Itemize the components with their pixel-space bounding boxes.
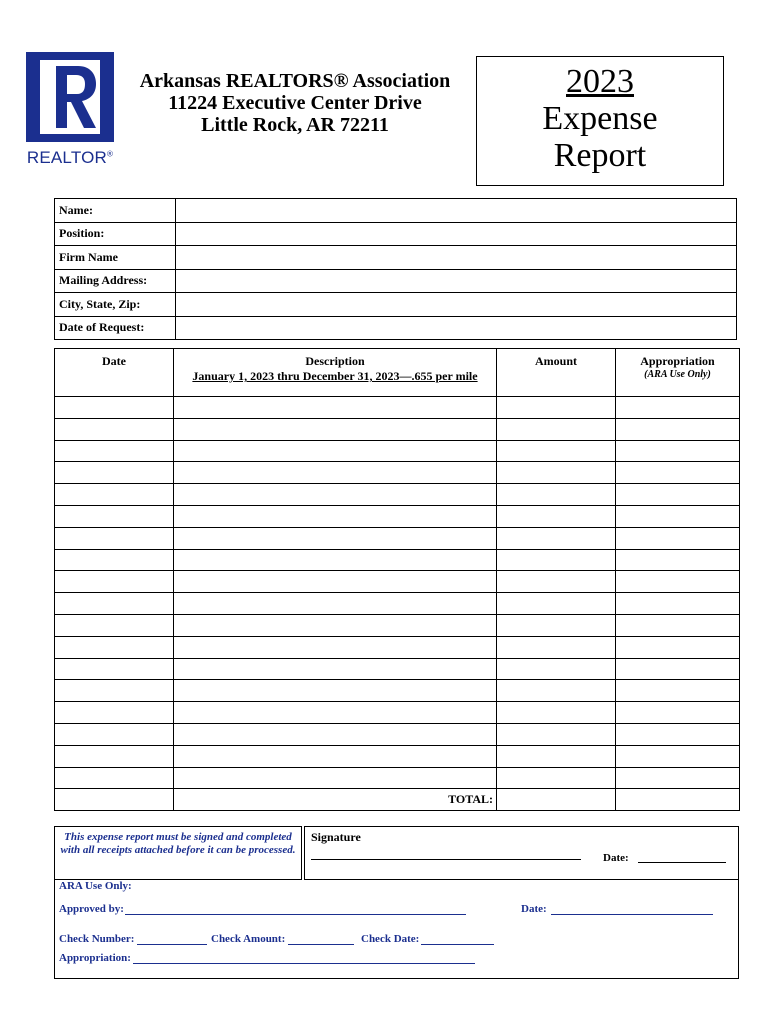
realtor-logo	[22, 52, 118, 170]
expense-amount-cell[interactable]	[497, 440, 616, 462]
expense-appropriation-cell[interactable]	[616, 745, 740, 767]
check-date-line[interactable]	[421, 944, 494, 945]
expense-appropriation-cell[interactable]	[616, 702, 740, 724]
name-field[interactable]	[176, 199, 737, 223]
expense-date-cell[interactable]	[55, 418, 174, 440]
org-name: Arkansas REALTORS® Association	[139, 70, 451, 92]
expense-amount-cell[interactable]	[497, 549, 616, 571]
expense-appropriation-cell[interactable]	[616, 484, 740, 506]
requester-info-table	[54, 198, 737, 340]
expense-row	[55, 527, 740, 549]
expense-amount-cell[interactable]	[497, 397, 616, 419]
report-year: 2023	[566, 63, 634, 100]
expense-date-cell[interactable]	[55, 702, 174, 724]
expense-row	[55, 614, 740, 636]
expense-description-cell[interactable]	[174, 658, 497, 680]
expense-description-cell[interactable]	[174, 614, 497, 636]
expense-amount-cell[interactable]	[497, 636, 616, 658]
expense-row	[55, 418, 740, 440]
firm-name-label: Firm Name	[55, 246, 176, 270]
total-spacer-cell	[55, 789, 174, 811]
appropriation-column-header: Appropriation (ARA Use Only)	[616, 349, 740, 397]
expense-description-cell[interactable]	[174, 418, 497, 440]
approved-by-line[interactable]	[125, 914, 466, 915]
info-row-name	[55, 199, 737, 223]
expense-description-cell[interactable]	[174, 702, 497, 724]
expense-appropriation-cell[interactable]	[616, 658, 740, 680]
total-label: TOTAL:	[174, 789, 497, 811]
info-row-date	[55, 316, 737, 340]
expense-date-cell[interactable]	[55, 745, 174, 767]
ara-date-label: Date:	[521, 903, 547, 915]
org-address-line2: Little Rock, AR 72211	[201, 114, 389, 136]
expense-row	[55, 549, 740, 571]
expense-row	[55, 593, 740, 615]
expense-description-cell[interactable]	[174, 723, 497, 745]
realtor-wordmark: REALTOR®	[26, 148, 114, 167]
info-row-position	[55, 222, 737, 246]
expense-date-cell[interactable]	[55, 505, 174, 527]
expense-amount-cell[interactable]	[497, 614, 616, 636]
expense-description-cell[interactable]	[174, 745, 497, 767]
report-title-line3: Report	[553, 137, 647, 174]
check-date-label: Check Date:	[361, 933, 420, 945]
expense-amount-cell[interactable]	[497, 527, 616, 549]
expense-date-cell[interactable]	[55, 593, 174, 615]
expense-row	[55, 680, 740, 702]
expense-amount-cell[interactable]	[497, 658, 616, 680]
expense-description-cell[interactable]	[174, 440, 497, 462]
description-column-header: Description January 1, 2023 thru December 31, 2023—.655 per mile	[174, 349, 497, 397]
expense-appropriation-cell[interactable]	[616, 397, 740, 419]
report-title-line2: Expense	[542, 100, 658, 137]
expense-row	[55, 571, 740, 593]
signature-line[interactable]	[311, 859, 581, 860]
expense-description-cell[interactable]	[174, 636, 497, 658]
expense-appropriation-cell[interactable]	[616, 614, 740, 636]
expense-description-cell[interactable]	[174, 680, 497, 702]
expense-amount-cell[interactable]	[497, 593, 616, 615]
expense-date-cell[interactable]	[55, 658, 174, 680]
position-label: Position:	[55, 222, 176, 246]
expense-date-cell[interactable]	[55, 549, 174, 571]
expense-date-cell[interactable]	[55, 397, 174, 419]
expense-description-cell[interactable]	[174, 593, 497, 615]
expense-date-cell[interactable]	[55, 680, 174, 702]
expense-description-cell[interactable]	[174, 549, 497, 571]
check-amount-label: Check Amount:	[211, 933, 286, 945]
info-row-city	[55, 293, 737, 317]
info-row-firm	[55, 246, 737, 270]
expense-appropriation-cell[interactable]	[616, 462, 740, 484]
expense-amount-cell[interactable]	[497, 767, 616, 789]
expense-description-cell[interactable]	[174, 462, 497, 484]
city-state-zip-field[interactable]	[176, 293, 737, 317]
expense-date-cell[interactable]	[55, 527, 174, 549]
expense-appropriation-cell[interactable]	[616, 593, 740, 615]
expense-appropriation-cell[interactable]	[616, 636, 740, 658]
mailing-address-field[interactable]	[176, 269, 737, 293]
expense-row	[55, 397, 740, 419]
expense-row	[55, 658, 740, 680]
expense-row	[55, 440, 740, 462]
check-amount-line[interactable]	[288, 944, 354, 945]
approved-by-label: Approved by:	[59, 903, 124, 915]
expense-date-cell[interactable]	[55, 636, 174, 658]
expense-date-cell[interactable]	[55, 440, 174, 462]
ara-use-only-heading: ARA Use Only:	[59, 880, 132, 892]
expense-appropriation-cell[interactable]	[616, 680, 740, 702]
expense-amount-cell[interactable]	[497, 418, 616, 440]
date-of-request-label: Date of Request:	[55, 316, 176, 340]
expense-appropriation-cell[interactable]	[616, 549, 740, 571]
ara-use-only-section	[54, 878, 739, 979]
appropriation-label: Appropriation:	[59, 952, 131, 964]
realtor-emblem	[26, 52, 114, 142]
signature-date-label: Date:	[603, 852, 629, 864]
organization-header	[120, 70, 470, 136]
expense-amount-cell[interactable]	[497, 571, 616, 593]
expense-appropriation-cell[interactable]	[616, 418, 740, 440]
signature-date-line[interactable]	[638, 862, 726, 863]
expense-description-cell[interactable]	[174, 484, 497, 506]
expense-date-cell[interactable]	[55, 571, 174, 593]
expense-description-cell[interactable]	[174, 527, 497, 549]
expense-appropriation-cell[interactable]	[616, 505, 740, 527]
position-field[interactable]	[176, 222, 737, 246]
expense-date-cell[interactable]	[55, 614, 174, 636]
appropriation-line[interactable]	[133, 963, 475, 964]
expense-amount-cell[interactable]	[497, 462, 616, 484]
expense-row	[55, 484, 740, 506]
expense-amount-cell[interactable]	[497, 745, 616, 767]
expense-appropriation-cell[interactable]	[616, 440, 740, 462]
expense-amount-cell[interactable]	[497, 702, 616, 724]
amount-column-header: Amount	[497, 349, 616, 397]
info-row-address	[55, 269, 737, 293]
expense-amount-cell[interactable]	[497, 680, 616, 702]
signature-label: Signature	[311, 830, 361, 844]
date-column-header: Date	[55, 349, 174, 397]
org-address-line1: 11224 Executive Center Drive	[168, 92, 422, 114]
expense-appropriation-cell[interactable]	[616, 527, 740, 549]
expense-row	[55, 636, 740, 658]
mailing-address-label: Mailing Address:	[55, 269, 176, 293]
expense-date-cell[interactable]	[55, 723, 174, 745]
expense-table	[54, 348, 740, 811]
name-label: Name:	[55, 199, 176, 223]
expense-rows	[55, 397, 740, 811]
expense-row	[55, 745, 740, 767]
expense-row	[55, 723, 740, 745]
ara-date-line[interactable]	[551, 914, 713, 915]
expense-row	[55, 702, 740, 724]
expense-header-row	[55, 349, 740, 397]
expense-date-cell[interactable]	[55, 484, 174, 506]
total-appropriation-cell[interactable]	[616, 789, 740, 811]
total-amount-cell[interactable]	[497, 789, 616, 811]
expense-amount-cell[interactable]	[497, 484, 616, 506]
report-title-box	[476, 56, 724, 186]
check-number-line[interactable]	[137, 944, 207, 945]
signature-box	[304, 826, 739, 880]
expense-amount-cell[interactable]	[497, 723, 616, 745]
check-number-label: Check Number:	[59, 933, 135, 945]
mileage-rate-note: January 1, 2023 thru December 31, 2023—.655 per mile	[192, 369, 478, 383]
expense-amount-cell[interactable]	[497, 505, 616, 527]
expense-appropriation-cell[interactable]	[616, 723, 740, 745]
expense-description-cell[interactable]	[174, 571, 497, 593]
expense-date-cell[interactable]	[55, 767, 174, 789]
expense-appropriation-cell[interactable]	[616, 571, 740, 593]
date-of-request-field[interactable]	[176, 316, 737, 340]
expense-date-cell[interactable]	[55, 462, 174, 484]
expense-row	[55, 462, 740, 484]
expense-description-cell[interactable]	[174, 397, 497, 419]
expense-appropriation-cell[interactable]	[616, 767, 740, 789]
expense-description-cell[interactable]	[174, 767, 497, 789]
ara-use-only-note: (ARA Use Only)	[644, 369, 711, 380]
city-state-zip-label: City, State, Zip:	[55, 293, 176, 317]
receipt-notice: This expense report must be signed and completed with all receipts attached before it can be processed.	[54, 826, 302, 880]
expense-description-cell[interactable]	[174, 505, 497, 527]
expense-row	[55, 505, 740, 527]
total-row	[55, 789, 740, 811]
firm-name-field[interactable]	[176, 246, 737, 270]
expense-row	[55, 767, 740, 789]
